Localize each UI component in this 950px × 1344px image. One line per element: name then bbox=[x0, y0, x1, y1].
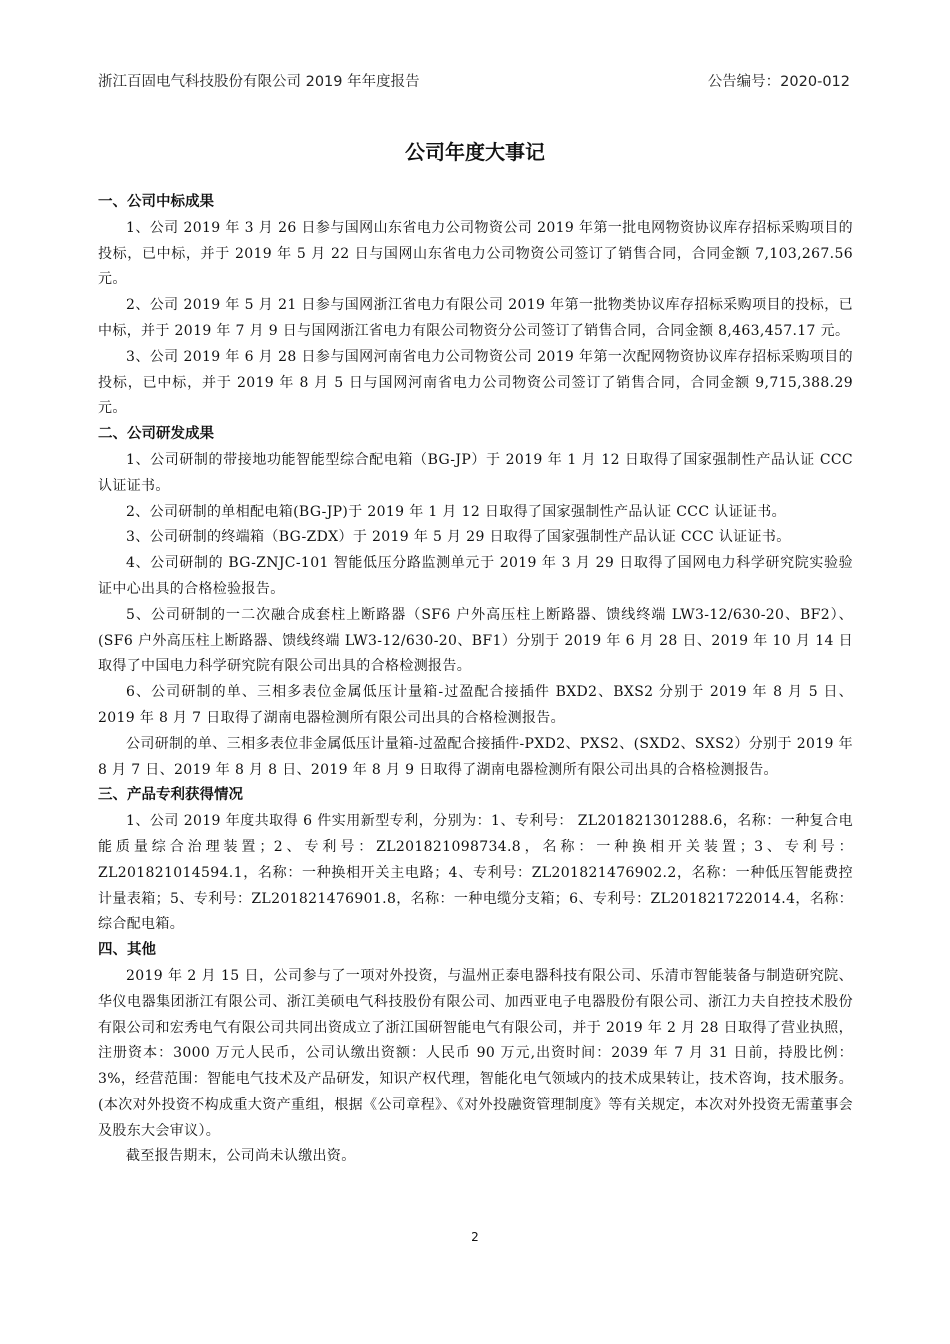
paragraph: 2、公司研制的单相配电箱(BG-JP)于 2019 年 1 月 12 日取得了国家强制性产品认证 CCC 认证证书。 bbox=[126, 503, 786, 520]
paragraph: 4、公司研制的 BG-ZNJC-101 智能低压分路监测单元于 2019 年 3 月 29 日取得了国网电力科学研究院实验验证中心出具的合格检验报告。 bbox=[98, 555, 853, 597]
section-heading: 二、公司研发成果 bbox=[98, 426, 214, 443]
page-number: 2 bbox=[471, 1230, 479, 1244]
page-header bbox=[98, 70, 850, 92]
header-announcement-number: 公告编号：2020-012 bbox=[707, 74, 850, 90]
paragraph: 6、公司研制的单、三相多表位金属低压计量箱-过盈配合接插件 BXD2、BXS2 分别于 2019 年 8 月 5 日、2019 年 8 月 7 日取得了湖南电器检测所有限公司出具的合格检测报告。 bbox=[98, 684, 853, 726]
paragraph: 1、公司研制的带接地功能智能型综合配电箱（BG-JP）于 2019 年 1 月 12 日取得了国家强制性产品认证 CCC 认证证书。 bbox=[98, 451, 853, 494]
section-other bbox=[98, 938, 853, 1170]
paragraph: 5、公司研制的一二次融合成套柱上断路器（SF6 户外高压柱上断路器、馈线终端 LW3-12/630-20、BF2）、(SF6 户外高压柱上断路器、馈线终端 LW3-12/630-20、BF1）分别于 2019 年 6 月 28 日、2019 年 10 月 14 日取得了中国电力科学研究院有限公司出具的合格检测报告。 bbox=[98, 606, 853, 675]
section-patents bbox=[98, 783, 853, 938]
page-title: 公司年度大事记 bbox=[405, 140, 545, 164]
paragraph: 3、公司 2019 年 6 月 28 日参与国网河南省电力公司物资公司 2019 年第一次配网物资协议库存招标采购项目的投标，已中标，并于 2019 年 8 月 5 日与国网河南省电力公司物资公司签订了销售合同，合同金额 9,715,388.29 元。 bbox=[98, 348, 853, 417]
section-heading: 三、产品专利获得情况 bbox=[98, 787, 243, 804]
paragraph: 1、公司 2019 年 3 月 26 日参与国网山东省电力公司物资公司 2019 年第一批电网物资协议库存招标采购项目的投标，已中标，并于 2019 年 5 月 22 日与国网山东省电力公司物资公司签订了销售合同，合同金额 7,103,267.56 元。 bbox=[98, 219, 853, 288]
document-body bbox=[98, 190, 853, 1170]
paragraph: 2、公司 2019 年 5 月 21 日参与国网浙江省电力有限公司 2019 年第一批物类协议库存招标采购项目的投标，已中标，并于 2019 年 7 月 9 日与国网浙江省电力有限公司物资分公司签订了销售合同，合同金额 8,463,457.17 元。 bbox=[98, 297, 853, 339]
section-heading: 四、其他 bbox=[98, 942, 156, 959]
section-rd-results bbox=[98, 422, 853, 783]
paragraph: 2019 年 2 月 15 日，公司参与了一项对外投资，与温州正泰电器科技有限公司、乐清市智能装备与制造研究院、华仪电器集团浙江有限公司、浙江美硕电气科技股份有限公司、加西亚电子电器股份有限公司、浙江力夫自控技术股份有限公司和宏秀电气有限公司共同出资成立了浙江国研智能电气有限公司，并于 2019 年 2 月 28 日取得了营业执照，注册资本：3000 万元人民币，公司认缴出资额：人民币 90 万元,出资时间：2039 年 7 月 31 日前，持股比例：3%，经营范围：智能电气技术及产品研发，知识产权代理，智能化电气领域内的技术成果转让，技术咨询，技术服务。(本次对外投资不构成重大资产重组，根据《公司章程》、《对外投融资管理制度》等有关规定，本次对外投资无需董事会及股东大会审议）。 bbox=[98, 967, 853, 1139]
section-heading: 一、公司中标成果 bbox=[98, 194, 214, 210]
paragraph: 1、公司 2019 年度共取得 6 件实用新型专利，分别为：1、专利号： ZL201821301288.6，名称：一种复合电能质量综合治理装置；2、专利号：ZL201821098734.8，名称：一种换相开关装置；3、专利号：ZL201821014594.1，名称：一种换相开关主电路；4、专利号：ZL201821476902.2，名称：一种低压智能费控计量表箱；5、专利号：ZL201821476901.8，名称：一种电缆分支箱；6、专利号：ZL201821722014.4，名称：综合配电箱。 bbox=[98, 813, 853, 933]
section-bidding-results bbox=[98, 190, 853, 422]
paragraph: 截至报告期末，公司尚未认缴出资。 bbox=[126, 1148, 356, 1165]
header-company-report: 浙江百固电气科技股份有限公司 2019 年年度报告 bbox=[98, 74, 420, 90]
paragraph: 3、公司研制的终端箱（BG-ZDX）于 2019 年 5 月 29 日取得了国家强制性产品认证 CCC 认证证书。 bbox=[126, 529, 791, 546]
paragraph: 公司研制的单、三相多表位非金属低压计量箱-过盈配合接插件-PXD2、PXS2、(SXD2、SXS2）分别于 2019 年 8 月 7 日、2019 年 8 月 8 日、2019 年 8 月 9 日取得了湖南电器检测所有限公司出具的合格检测报告。 bbox=[98, 735, 853, 778]
